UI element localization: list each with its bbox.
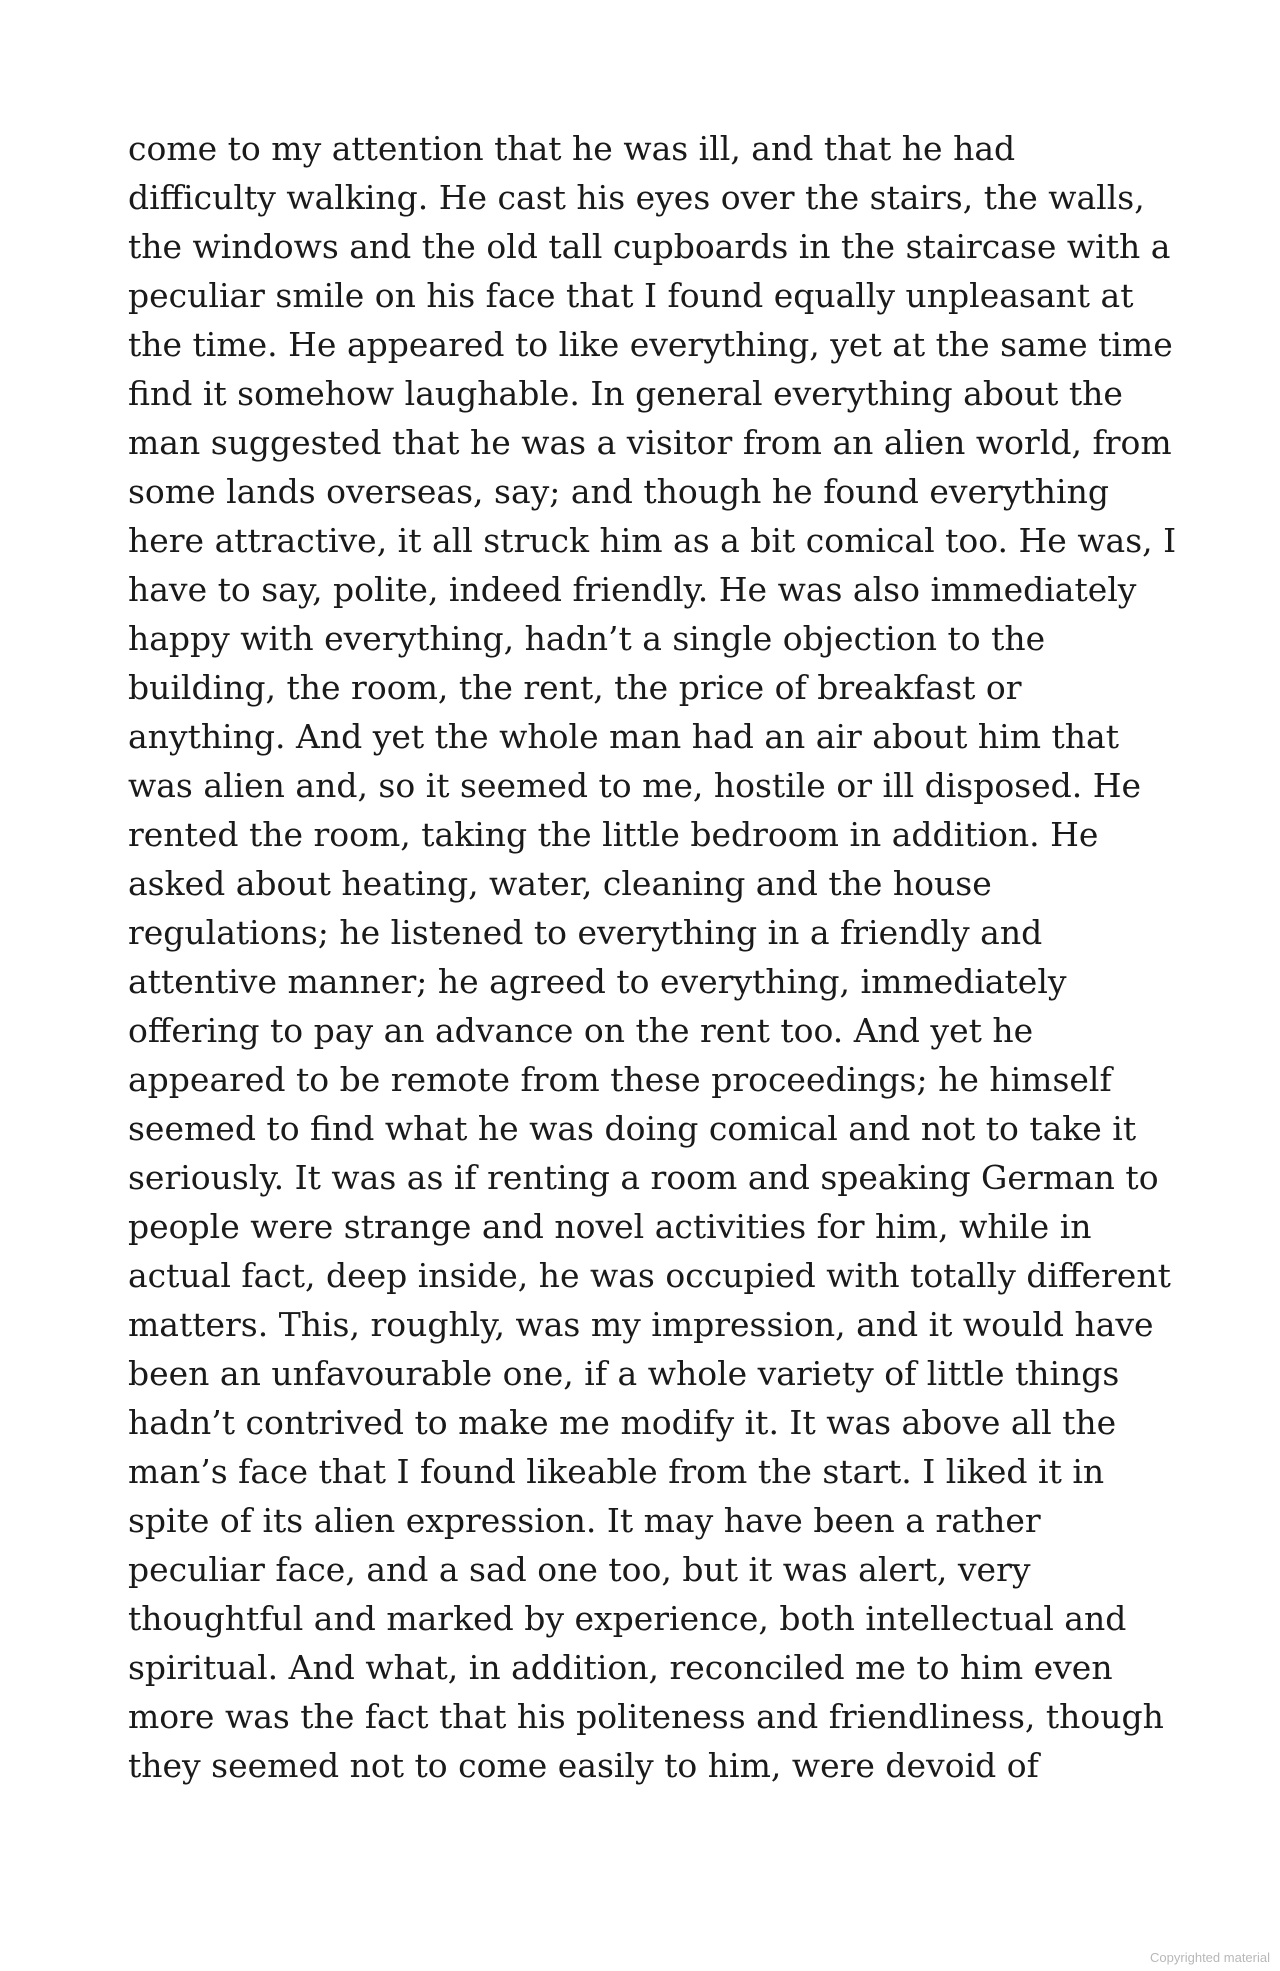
text-line: come to my attention that he was ill, and that he had <box>128 129 1016 168</box>
body-text <box>128 124 1188 1790</box>
text-line: peculiar face, and a sad one too, but it was alert, very <box>128 1550 1031 1589</box>
text-line: the windows and the old tall cupboards in the staircase with a <box>128 227 1171 266</box>
text-line: difficulty walking. He cast his eyes over the stairs, the walls, <box>128 178 1145 217</box>
text-line: rented the room, taking the little bedroom in addition. He <box>128 815 1099 854</box>
text-line: regulations; he listened to everything in a friendly and <box>128 913 1043 952</box>
text-line: more was the fact that his politeness and friendliness, though <box>128 1697 1164 1736</box>
text-line: been an unfavourable one, if a whole variety of little things <box>128 1354 1120 1393</box>
text-line: building, the room, the rent, the price of breakfast or <box>128 668 1022 707</box>
text-line: offering to pay an advance on the rent too. And yet he <box>128 1011 1034 1050</box>
text-line: hadn’t contrived to make me modify it. It was above all the <box>128 1403 1117 1442</box>
text-line: happy with everything, hadn’t a single objection to the <box>128 619 1046 658</box>
text-line: the time. He appeared to like everything, yet at the same time <box>128 325 1173 364</box>
text-line: asked about heating, water, cleaning and the house <box>128 864 992 903</box>
text-line: seemed to find what he was doing comical and not to take it <box>128 1109 1137 1148</box>
text-line: anything. And yet the whole man had an air about him that <box>128 717 1119 756</box>
text-line: some lands overseas, say; and though he found everything <box>128 472 1109 511</box>
text-line: actual fact, deep inside, he was occupied with totally different <box>128 1256 1171 1295</box>
text-line: peculiar smile on his face that I found equally unpleasant at <box>128 276 1134 315</box>
text-line: was alien and, so it seemed to me, hostile or ill disposed. He <box>128 766 1142 805</box>
text-line: seriously. It was as if renting a room and speaking German to <box>128 1158 1159 1197</box>
copyright-notice: Copyrighted material <box>1150 1950 1270 1965</box>
text-line: matters. This, roughly, was my impression, and it would have <box>128 1305 1154 1344</box>
text-line: have to say, polite, indeed friendly. He was also immediately <box>128 570 1137 609</box>
text-line: people were strange and novel activities for him, while in <box>128 1207 1092 1246</box>
text-line: man’s face that I found likeable from the start. I liked it in <box>128 1452 1105 1491</box>
text-line: find it somehow laughable. In general everything about the <box>128 374 1123 413</box>
text-line: spite of its alien expression. It may have been a rather <box>128 1501 1041 1540</box>
text-line: here attractive, it all struck him as a bit comical too. He was, I <box>128 521 1177 560</box>
text-line: spiritual. And what, in addition, reconciled me to him even <box>128 1648 1113 1687</box>
text-line: they seemed not to come easily to him, were devoid of <box>128 1746 1039 1785</box>
text-line: man suggested that he was a visitor from an alien world, from <box>128 423 1172 462</box>
text-line: thoughtful and marked by experience, both intellectual and <box>128 1599 1127 1638</box>
text-line: attentive manner; he agreed to everything, immediately <box>128 962 1067 1001</box>
text-line: appeared to be remote from these proceedings; he himself <box>128 1060 1112 1099</box>
